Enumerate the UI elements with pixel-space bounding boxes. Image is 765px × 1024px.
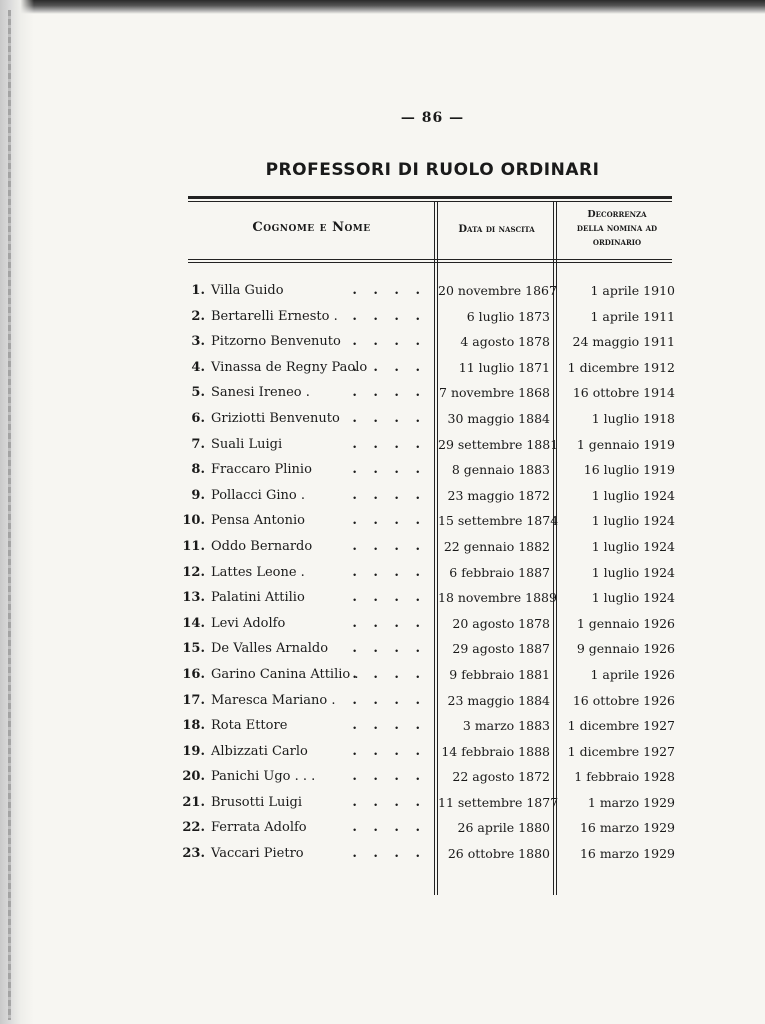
appointment-date: 24 maggio 1911 [572,334,675,350]
leader-dots: . . . . [352,794,426,810]
leader-dots: . . . . [352,308,426,324]
table-row [0,539,765,565]
row-number: 22. [182,820,205,836]
leader-dots: . . . . [352,743,426,759]
birth-date: 26 ottobre 1880 [447,846,550,862]
row-number: 14. [182,615,205,631]
appointment-date: 1 luglio 1924 [591,513,675,529]
column-header-birth: Data di nascita [458,224,535,235]
table-top-rule [188,196,672,199]
leader-dots: . . . . [352,410,426,426]
row-number: 4. [191,359,205,375]
table-body [0,283,765,872]
table-row [0,513,765,539]
birth-date: 14 febbraio 1888 [441,743,550,759]
professor-name: Pitzorno Benvenuto [211,334,341,350]
table-row [0,718,765,744]
appointment-date: 1 luglio 1924 [591,590,675,606]
birth-date: 23 maggio 1884 [447,692,550,708]
leader-dots: . . . . [352,590,426,606]
professor-name: Oddo Bernardo [211,538,313,554]
row-number: 11. [182,538,205,554]
professor-name: Sanesi Ireneo . [211,385,310,401]
decorrenza-line-3: ordinario [592,237,642,248]
leader-dots: . . . . [352,666,426,682]
leader-dots: . . . . [352,385,426,401]
professor-name: Panichi Ugo . . . [211,769,316,785]
appointment-date: 16 ottobre 1914 [572,385,675,401]
row-number: 16. [182,666,205,682]
row-number: 19. [182,743,205,759]
appointment-date: 16 ottobre 1926 [572,692,675,708]
table-row [0,385,765,411]
birth-date: 8 gennaio 1883 [451,462,550,478]
appointment-date: 1 febbraio 1928 [574,769,675,785]
column-header-decorrenza [558,208,676,250]
row-number: 6. [191,410,205,426]
professor-name: Bertarelli Ernesto . [211,308,338,324]
table-row [0,565,765,591]
row-number: 21. [182,794,205,810]
professor-name: Brusotti Luigi [211,794,303,810]
appointment-date: 1 marzo 1929 [587,794,675,810]
professor-name: Suali Luigi [211,436,283,452]
birth-date: 7 novembre 1868 [439,385,550,401]
appointment-date: 16 luglio 1919 [583,462,675,478]
row-number: 12. [182,564,205,580]
table-row [0,616,765,642]
birth-date: 29 settembre 1881 [438,436,559,452]
appointment-date: 1 gennaio 1926 [576,615,675,631]
birth-date: 18 novembre 1889 [438,590,557,606]
table-row [0,641,765,667]
table-row [0,283,765,309]
professor-name: Ferrata Adolfo [211,820,307,836]
row-number: 1. [191,283,205,298]
row-number: 20. [182,769,205,785]
leader-dots: . . . . [352,718,426,734]
decorrenza-line-1: Decorrenza [587,209,647,220]
appointment-date: 1 luglio 1924 [591,564,675,580]
birth-date: 11 luglio 1871 [458,359,550,375]
professor-name: Pensa Antonio [211,513,305,529]
table-row [0,309,765,335]
leader-dots: . . . . [352,359,426,375]
professor-name: Vinassa de Regny Paolo [211,359,368,375]
appointment-date: 1 dicembre 1912 [567,359,675,375]
decorrenza-line-2: della nomina ad [576,223,658,234]
table-row [0,769,765,795]
appointment-date: 1 luglio 1924 [591,487,675,503]
appointment-date: 1 luglio 1918 [591,410,675,426]
row-number: 8. [191,462,205,478]
table-row [0,334,765,360]
appointment-date: 1 dicembre 1927 [567,743,675,759]
row-number: 15. [182,641,205,657]
header-bottom-rule [188,259,672,260]
row-number: 13. [182,590,205,606]
leader-dots: . . . . [352,769,426,785]
birth-date: 11 settembre 1877 [438,794,559,810]
table-row [0,437,765,463]
appointment-date: 16 marzo 1929 [579,846,675,862]
appointment-date: 9 gennaio 1926 [576,641,675,657]
birth-date: 22 agosto 1872 [452,769,550,785]
table-top-rule-thin [188,201,672,202]
professor-name: De Valles Arnaldo [211,641,329,657]
header-bottom-rule-thin [188,262,672,263]
appointment-date: 16 marzo 1929 [579,820,675,836]
row-number: 10. [182,513,205,529]
page-title: PROFESSORI DI RUOLO ORDINARI [265,160,600,180]
professor-name: Pollacci Gino . [211,487,305,503]
table-row [0,795,765,821]
scan-edge-top [0,0,765,14]
leader-dots: . . . . [352,692,426,708]
table-row [0,462,765,488]
professor-name: Maresca Mariano . [211,692,336,708]
table-row [0,667,765,693]
leader-dots: . . . . [352,564,426,580]
appointment-date: 1 aprile 1910 [590,283,675,298]
professor-name: Albizzati Carlo [211,743,308,759]
appointment-date: 1 luglio 1924 [591,538,675,554]
birth-date: 22 gennaio 1882 [443,538,550,554]
appointment-date: 1 aprile 1926 [590,666,675,682]
professor-name: Vaccari Pietro [211,846,304,862]
appointment-date: 1 gennaio 1919 [576,436,675,452]
leader-dots: . . . . [352,513,426,529]
leader-dots: . . . . [352,487,426,503]
row-number: 9. [191,487,205,503]
column-header-name: Cognome e Nome [252,220,371,235]
row-number: 5. [191,385,205,401]
leader-dots: . . . . [352,436,426,452]
leader-dots: . . . . [352,283,426,298]
birth-date: 6 luglio 1873 [466,308,550,324]
table-row [0,693,765,719]
table-row [0,744,765,770]
professor-name: Griziotti Benvenuto [211,410,340,426]
row-number: 3. [191,334,205,350]
appointment-date: 1 aprile 1911 [590,308,675,324]
professor-name: Palatini Attilio [211,590,305,606]
birth-date: 23 maggio 1872 [447,487,550,503]
professor-name: Rota Ettore [211,718,288,734]
professor-name: Villa Guido [211,283,284,298]
professor-name: Garino Canina Attilio . [211,666,359,682]
row-number: 7. [191,436,205,452]
leader-dots: . . . . [352,334,426,350]
leader-dots: . . . . [352,641,426,657]
leader-dots: . . . . [352,538,426,554]
birth-date: 29 agosto 1887 [452,641,550,657]
leader-dots: . . . . [352,462,426,478]
birth-date: 20 agosto 1878 [452,615,550,631]
birth-date: 4 agosto 1878 [460,334,550,350]
birth-date: 3 marzo 1883 [462,718,550,734]
row-number: 2. [191,308,205,324]
table-row [0,590,765,616]
leader-dots: . . . . [352,615,426,631]
leader-dots: . . . . [352,820,426,836]
birth-date: 9 febbraio 1881 [449,666,550,682]
table-row [0,820,765,846]
professor-name: Fraccaro Plinio [211,462,312,478]
birth-date: 30 maggio 1884 [447,410,550,426]
row-number: 23. [182,846,205,862]
appointment-date: 1 dicembre 1927 [567,718,675,734]
birth-date: 6 febbraio 1887 [449,564,550,580]
table-row [0,488,765,514]
page-number: — 86 — [400,110,465,126]
professor-name: Lattes Leone . [211,564,305,580]
table-row [0,360,765,386]
leader-dots: . . . . [352,846,426,862]
table-row [0,846,765,872]
table-row [0,411,765,437]
professor-name: Levi Adolfo [211,615,286,631]
row-number: 17. [182,692,205,708]
birth-date: 20 novembre 1867 [438,283,557,298]
birth-date: 26 aprile 1880 [457,820,550,836]
birth-date: 15 settembre 1874 [438,513,559,529]
row-number: 18. [182,718,205,734]
